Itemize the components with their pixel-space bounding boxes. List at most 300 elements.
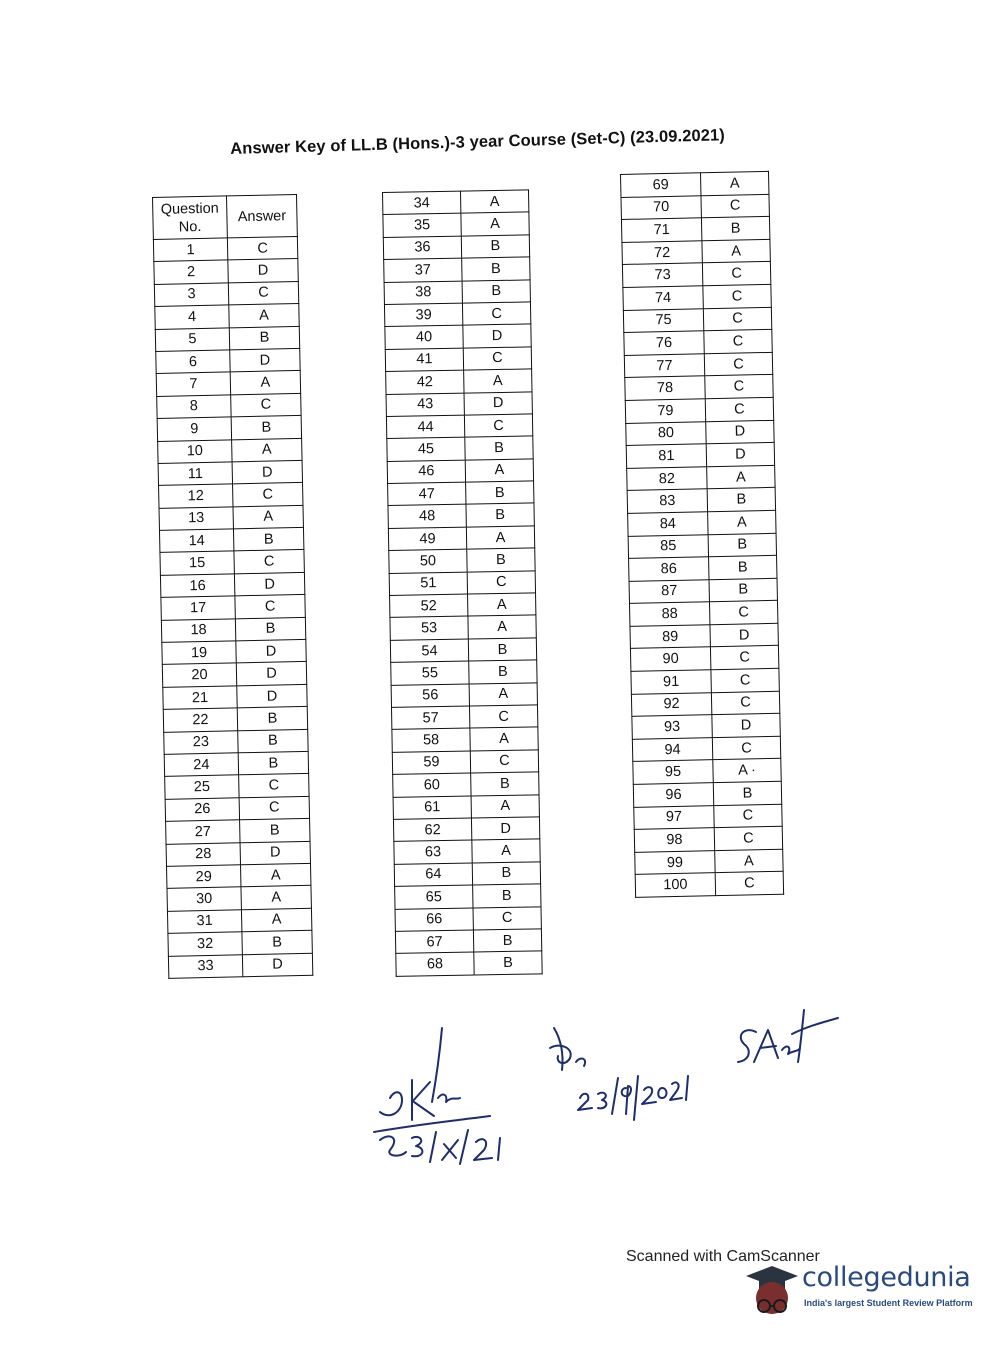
answer-cell: C <box>231 393 301 417</box>
table-row <box>634 804 782 830</box>
answer-cell: A <box>471 794 539 818</box>
table-row <box>393 817 539 842</box>
answer-cell: B <box>474 951 542 975</box>
answer-cell: C <box>473 906 541 930</box>
question-number-cell: 100 <box>635 873 715 897</box>
table-row <box>168 930 312 955</box>
table-row <box>395 929 541 954</box>
question-number-cell: 34 <box>383 191 461 215</box>
table-row <box>155 326 299 351</box>
question-number-cell: 48 <box>388 505 466 529</box>
answer-cell: C <box>711 691 779 715</box>
answer-cell: A <box>232 438 302 462</box>
question-number-cell: 45 <box>387 437 465 461</box>
answer-cell: B <box>240 818 310 842</box>
table-row <box>634 826 782 852</box>
answer-cell: B <box>709 555 777 579</box>
question-number-cell: 13 <box>159 507 233 531</box>
graduation-cap-icon <box>742 1258 802 1322</box>
table-row <box>395 884 541 909</box>
answer-header: Answer <box>226 194 297 237</box>
table-row <box>622 239 770 265</box>
answer-key-table-left <box>152 194 313 979</box>
table-row <box>391 705 537 730</box>
table-row <box>393 772 539 797</box>
question-number-cell: 21 <box>163 686 237 710</box>
answer-cell: A <box>241 908 311 932</box>
table-row <box>630 601 778 627</box>
question-number-cell: 6 <box>156 350 230 374</box>
question-number-cell: 15 <box>160 551 234 575</box>
question-number-cell: 51 <box>389 572 467 596</box>
question-number-cell: 73 <box>622 263 702 287</box>
question-number-cell: 25 <box>165 775 239 799</box>
question-number-cell: 96 <box>633 783 713 807</box>
question-number-cell: 65 <box>395 885 473 909</box>
answer-cell: A <box>465 459 533 483</box>
table-row <box>394 839 540 864</box>
table-row <box>157 393 301 418</box>
table-row <box>386 414 532 439</box>
answer-cell: B <box>466 503 534 527</box>
question-number-cell: 60 <box>393 773 471 797</box>
table-row <box>385 324 531 349</box>
answer-cell: C <box>711 668 779 692</box>
question-number-cell: 27 <box>166 820 240 844</box>
question-number-cell: 69 <box>621 173 701 197</box>
question-number-cell: 88 <box>630 602 710 626</box>
question-number-cell: 3 <box>154 283 228 307</box>
table-row <box>385 347 531 372</box>
answer-cell: A <box>468 593 536 617</box>
table-row <box>392 750 538 775</box>
question-number-cell: 86 <box>629 557 709 581</box>
table-row <box>389 571 535 596</box>
table-row <box>165 796 309 821</box>
table-row <box>625 397 773 423</box>
table-row <box>626 442 774 468</box>
question-number-cell: 97 <box>634 805 714 829</box>
table-row <box>164 751 308 776</box>
table-row <box>165 774 309 799</box>
table-row <box>384 257 530 282</box>
question-number-cell: 58 <box>392 728 470 752</box>
question-number-cell: 19 <box>162 641 236 665</box>
answer-cell: C <box>712 736 780 760</box>
table-row <box>167 863 311 888</box>
answer-cell: C <box>463 347 531 371</box>
answer-cell: A <box>466 526 534 550</box>
table-row <box>630 646 778 672</box>
question-no-header: Question No. <box>153 196 228 240</box>
answer-cell: B <box>471 772 539 796</box>
answer-cell: C <box>710 646 778 670</box>
question-number-cell: 17 <box>161 596 235 620</box>
answer-cell: D <box>230 348 300 372</box>
table-row <box>632 714 780 740</box>
table-row <box>627 488 775 514</box>
table-row <box>167 886 311 911</box>
answer-cell: D <box>706 420 774 444</box>
answer-cell: B <box>229 326 299 350</box>
question-number-cell: 90 <box>630 647 710 671</box>
answer-cell: B <box>242 930 312 954</box>
answer-cell: C <box>703 307 771 331</box>
question-number-cell: 79 <box>625 399 705 423</box>
table-row <box>621 171 769 197</box>
answer-cell: A <box>708 510 776 534</box>
answer-cell: B <box>473 929 541 953</box>
question-number-cell: 39 <box>384 303 462 327</box>
collegedunia-logo <box>742 1258 982 1322</box>
table-row <box>383 235 529 260</box>
table-row <box>387 459 533 484</box>
answer-cell: C <box>227 236 297 260</box>
table-row <box>632 736 780 762</box>
question-number-cell: 98 <box>634 828 714 852</box>
answer-cell: A <box>229 304 299 328</box>
table-row <box>625 375 773 401</box>
answer-cell: B <box>709 578 777 602</box>
question-number-cell: 18 <box>161 618 235 642</box>
question-number-cell: 8 <box>157 395 231 419</box>
question-number-cell: 61 <box>393 796 471 820</box>
table-row <box>392 727 538 752</box>
question-number-cell: 44 <box>386 415 464 439</box>
answer-cell: B <box>237 707 307 731</box>
question-number-cell: 40 <box>385 325 463 349</box>
question-number-cell: 31 <box>167 910 241 934</box>
table-row <box>621 217 769 243</box>
question-number-cell: 20 <box>162 663 236 687</box>
answer-cell: B <box>708 533 776 557</box>
question-number-cell: 64 <box>394 863 472 887</box>
question-number-cell: 68 <box>396 952 474 976</box>
answer-cell: A <box>707 465 775 489</box>
table-row <box>391 660 537 685</box>
answer-cell: D <box>237 684 307 708</box>
table-row <box>631 691 779 717</box>
question-number-cell: 26 <box>165 798 239 822</box>
question-number-cell: 52 <box>390 594 468 618</box>
table-row <box>159 505 303 530</box>
answer-cell: C <box>702 262 770 286</box>
question-number-cell: 70 <box>621 195 701 219</box>
answer-key-table-middle <box>382 189 543 976</box>
answer-cell: A <box>472 839 540 863</box>
answer-cell: C <box>704 352 772 376</box>
table-row <box>166 818 310 843</box>
answer-cell: A <box>464 369 532 393</box>
table-row <box>633 759 781 785</box>
answer-cell: A <box>715 849 783 873</box>
question-number-cell: 82 <box>627 466 707 490</box>
answer-cell: B <box>233 527 303 551</box>
answer-cell: A <box>460 190 528 214</box>
table-row <box>160 572 304 597</box>
table-row <box>621 194 769 220</box>
answer-cell: A <box>241 863 311 887</box>
table-row <box>629 555 777 581</box>
question-number-cell: 75 <box>623 308 703 332</box>
question-number-cell: 16 <box>160 574 234 598</box>
table-row <box>624 330 772 356</box>
table-row <box>635 849 783 875</box>
answer-cell: D <box>232 460 302 484</box>
question-number-cell: 49 <box>388 527 466 551</box>
question-number-cell: 99 <box>635 850 715 874</box>
answer-cell: B <box>472 862 540 886</box>
question-number-cell: 37 <box>384 258 462 282</box>
answer-cell: C <box>709 601 777 625</box>
question-number-cell: 85 <box>628 534 708 558</box>
table-row <box>390 615 536 640</box>
answer-cell: D <box>234 572 304 596</box>
question-number-cell: 81 <box>626 444 706 468</box>
answer-cell: C <box>239 796 309 820</box>
answer-cell: C <box>239 774 309 798</box>
table-row <box>390 638 536 663</box>
signature-jk <box>360 1020 510 1170</box>
answer-cell: B <box>462 257 530 281</box>
question-number-cell: 89 <box>630 625 710 649</box>
answer-cell: D <box>242 953 312 977</box>
table-row <box>154 259 298 284</box>
question-number-cell: 38 <box>384 281 462 305</box>
answer-cell: B <box>466 481 534 505</box>
answer-cell: C <box>704 330 772 354</box>
answer-cell: C <box>703 284 771 308</box>
answer-key-table-right <box>620 171 784 898</box>
table-row <box>153 236 297 261</box>
table-row <box>160 550 304 575</box>
brand-name: collegedunia <box>802 1262 971 1293</box>
answer-cell: D <box>236 662 306 686</box>
answer-cell: A <box>469 682 537 706</box>
question-number-cell: 93 <box>632 715 712 739</box>
answer-cell: D <box>463 324 531 348</box>
table-row <box>163 707 307 732</box>
question-number-cell: 7 <box>156 372 230 396</box>
table-row <box>623 307 771 333</box>
question-number-cell: 43 <box>386 393 464 417</box>
question-number-cell: 91 <box>631 670 711 694</box>
table-row <box>158 438 302 463</box>
table-row <box>386 391 532 416</box>
table-row <box>159 483 303 508</box>
answer-cell: C <box>228 281 298 305</box>
question-number-cell: 22 <box>163 708 237 732</box>
answer-cell: C <box>233 483 303 507</box>
table-row <box>622 262 770 288</box>
answer-cell: C <box>705 397 773 421</box>
question-number-cell: 67 <box>395 930 473 954</box>
question-number-cell: 2 <box>154 260 228 284</box>
answer-cell: C <box>464 414 532 438</box>
table-row <box>395 906 541 931</box>
table-row <box>388 503 534 528</box>
answer-cell: C <box>467 571 535 595</box>
answer-cell: B <box>465 436 533 460</box>
answer-cell: A <box>700 171 768 195</box>
table-row <box>624 352 772 378</box>
answer-cell: B <box>462 279 530 303</box>
table-row <box>383 212 529 237</box>
answer-cell: A <box>230 371 300 395</box>
table-row <box>164 729 308 754</box>
question-number-cell: 84 <box>628 512 708 536</box>
table-row <box>156 371 300 396</box>
question-number-cell: 71 <box>621 218 701 242</box>
answer-cell: B <box>238 729 308 753</box>
table-row <box>391 682 537 707</box>
question-number-cell: 42 <box>386 370 464 394</box>
answer-cell: A <box>461 212 529 236</box>
answer-cell: D <box>236 639 306 663</box>
question-number-cell: 28 <box>166 842 240 866</box>
answer-cell: B <box>707 488 775 512</box>
brand-tagline: India's largest Student Review Platform <box>804 1298 973 1308</box>
question-number-cell: 53 <box>390 616 468 640</box>
question-number-cell: 92 <box>631 692 711 716</box>
table-row <box>163 684 307 709</box>
table-row <box>161 595 305 620</box>
table-row <box>167 908 311 933</box>
question-number-cell: 47 <box>388 482 466 506</box>
question-number-cell: 4 <box>155 305 229 329</box>
question-number-cell: 62 <box>393 818 471 842</box>
answer-cell: A <box>702 239 770 263</box>
answer-cell: A <box>470 727 538 751</box>
answer-cell: C <box>705 375 773 399</box>
table-header-row <box>153 194 298 239</box>
answer-cell: B <box>467 548 535 572</box>
question-number-cell: 46 <box>387 460 465 484</box>
table-row <box>635 872 783 898</box>
answer-cell: D <box>240 841 310 865</box>
table-row <box>154 281 298 306</box>
table-row <box>633 781 781 807</box>
table-row <box>388 481 534 506</box>
question-number-cell: 80 <box>626 421 706 445</box>
answer-cell: B <box>468 638 536 662</box>
answer-cell: B <box>235 617 305 641</box>
answer-cell: C <box>470 750 538 774</box>
question-number-cell: 32 <box>168 932 242 956</box>
answer-cell: A <box>468 615 536 639</box>
answer-cell: C <box>714 804 782 828</box>
table-row <box>156 348 300 373</box>
question-number-cell: 5 <box>155 327 229 351</box>
question-number-cell: 87 <box>629 579 709 603</box>
table-row <box>628 510 776 536</box>
table-row <box>628 533 776 559</box>
table-row <box>393 794 539 819</box>
answer-cell: D <box>228 259 298 283</box>
question-number-cell: 57 <box>391 706 469 730</box>
answer-cell: D <box>471 817 539 841</box>
question-number-cell: 78 <box>625 376 705 400</box>
question-number-cell: 76 <box>624 331 704 355</box>
table-row <box>627 465 775 491</box>
table-row <box>162 662 306 687</box>
question-number-cell: 33 <box>168 954 242 978</box>
answer-cell: C <box>715 872 783 896</box>
question-number-cell: 10 <box>158 439 232 463</box>
answer-cell: C <box>469 705 537 729</box>
question-number-cell: 72 <box>622 241 702 265</box>
answer-cell: C <box>714 826 782 850</box>
answer-cell: A · <box>713 759 781 783</box>
signature-dated <box>540 1018 690 1128</box>
question-number-cell: 41 <box>385 348 463 372</box>
table-row <box>394 862 540 887</box>
table-row <box>161 617 305 642</box>
table-row <box>629 578 777 604</box>
table-row <box>396 951 542 976</box>
question-number-cell: 12 <box>159 484 233 508</box>
question-number-cell: 50 <box>389 549 467 573</box>
table-row <box>388 526 534 551</box>
question-number-cell: 74 <box>623 286 703 310</box>
question-number-cell: 1 <box>153 238 227 262</box>
table-row <box>390 593 536 618</box>
signature-sa <box>728 1000 848 1070</box>
question-number-cell: 83 <box>627 489 707 513</box>
question-number-cell: 24 <box>164 753 238 777</box>
answer-cell: D <box>464 391 532 415</box>
answer-cell: B <box>238 751 308 775</box>
question-number-cell: 77 <box>624 354 704 378</box>
question-number-cell: 55 <box>391 661 469 685</box>
table-row <box>168 953 312 978</box>
question-number-cell: 29 <box>167 865 241 889</box>
answer-cell: B <box>231 416 301 440</box>
table-row <box>630 623 778 649</box>
answer-cell: D <box>710 623 778 647</box>
table-row <box>162 639 306 664</box>
table-row <box>157 416 301 441</box>
answer-cell: C <box>234 550 304 574</box>
question-number-cell: 94 <box>632 738 712 762</box>
question-number-cell: 14 <box>159 529 233 553</box>
table-row <box>158 460 302 485</box>
answer-cell: C <box>235 595 305 619</box>
table-row <box>389 548 535 573</box>
question-number-cell: 30 <box>167 887 241 911</box>
table-row <box>155 304 299 329</box>
question-number-cell: 95 <box>633 760 713 784</box>
page-title: Answer Key of LL.B (Hons.)-3 year Course (Set-C) (23.09.2021) <box>230 126 726 158</box>
answer-cell: B <box>469 660 537 684</box>
table-row <box>623 284 771 310</box>
question-number-cell: 35 <box>383 214 461 238</box>
question-number-cell: 9 <box>157 417 231 441</box>
question-number-cell: 63 <box>394 840 472 864</box>
table-row <box>386 369 532 394</box>
question-number-cell: 36 <box>383 236 461 260</box>
answer-cell: D <box>712 714 780 738</box>
table-row <box>166 841 310 866</box>
answer-cell: A <box>233 505 303 529</box>
answer-cell: D <box>706 442 774 466</box>
question-number-cell: 59 <box>392 751 470 775</box>
answer-cell: C <box>701 194 769 218</box>
table-row <box>384 302 530 327</box>
answer-cell: B <box>473 884 541 908</box>
answer-cell: C <box>462 302 530 326</box>
scanner-note: Scanned with CamScanner <box>626 1248 820 1265</box>
